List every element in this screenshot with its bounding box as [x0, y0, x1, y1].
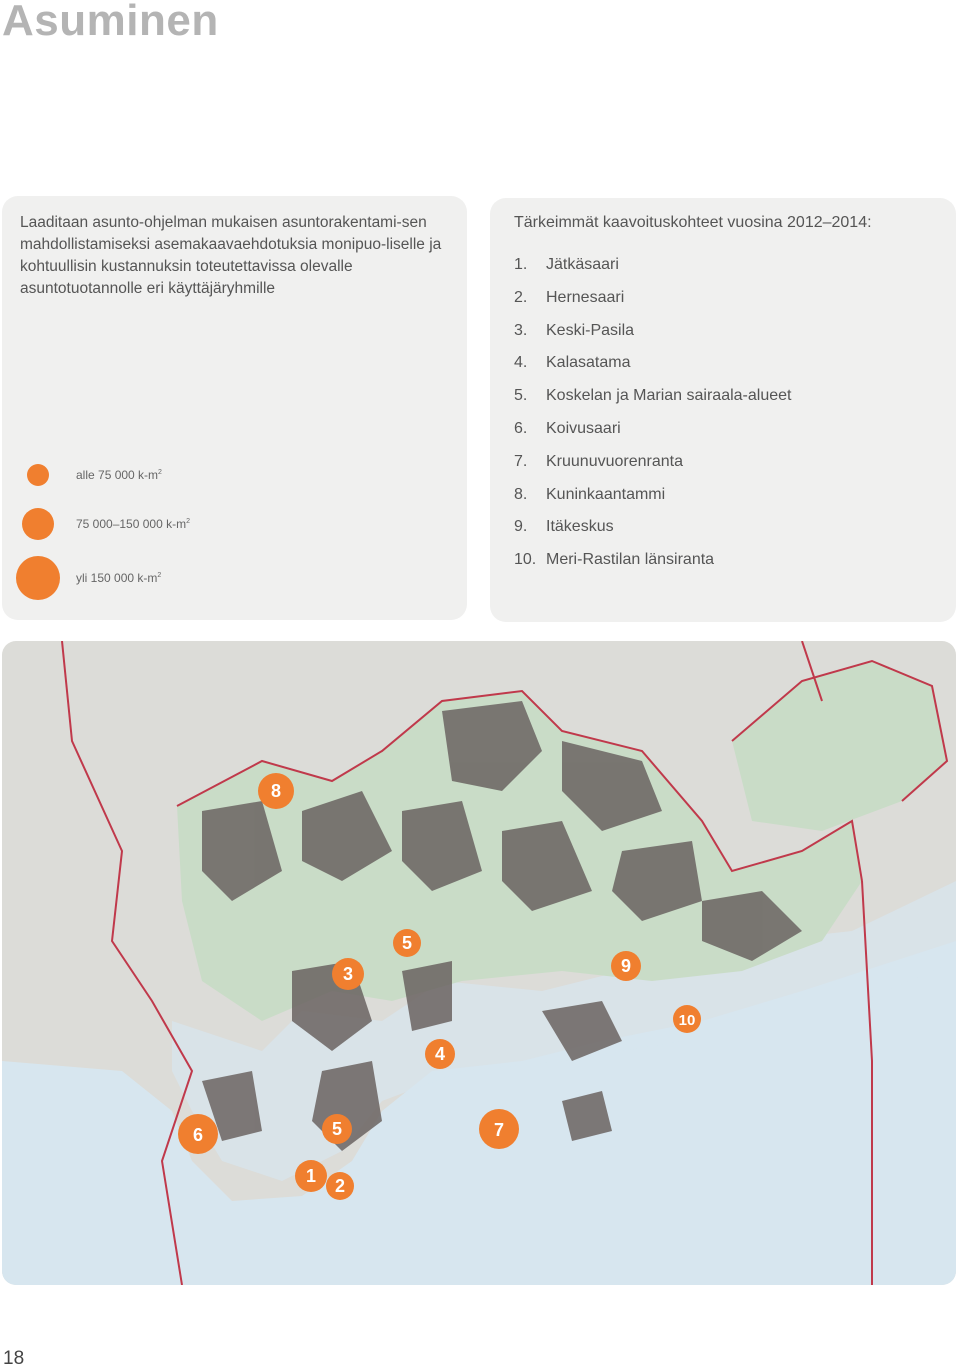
sites-list	[514, 256, 791, 584]
map-marker-8	[258, 773, 294, 809]
list-item: 10. Meri-Rastilan länsiranta	[514, 551, 715, 569]
legend-label-medium: 75 000–150 000 $k-m^2$	[76, 517, 190, 531]
legend-item-medium	[16, 508, 190, 540]
legend-dot-large	[16, 556, 60, 600]
list-item: 5. Koskelan ja Marian sairaala-alueet	[514, 387, 792, 405]
sites-panel	[490, 198, 956, 622]
svg-text:6: 6	[192, 1125, 204, 1145]
legend-label-small: alle 75 000 $k-m^2$	[76, 468, 162, 482]
map-marker-9	[611, 951, 641, 981]
legend-label-large: yli 150 000 $k-m^2$	[76, 571, 162, 585]
list-item: 2. Hernesaari	[514, 288, 625, 306]
map-marker-10	[673, 1005, 701, 1033]
map-marker-5-north	[393, 929, 421, 957]
list-item: 9. Itäkeskus	[514, 518, 614, 536]
svg-text:4: 4	[434, 1044, 446, 1064]
map-svg	[2, 641, 956, 1285]
legend-item-small	[16, 464, 162, 486]
map-marker-6	[178, 1114, 218, 1154]
list-item: 1. Jätkäsaari	[514, 256, 619, 273]
list-item: 7. Kruunuvuorenranta	[514, 452, 683, 470]
list-item: 3. Keski-Pasila	[514, 321, 635, 339]
helsinki-map	[2, 641, 956, 1285]
svg-text:1: 1	[305, 1166, 317, 1186]
map-marker-5-south	[322, 1114, 352, 1144]
legend-dot-small	[27, 464, 49, 486]
intro-text: Laaditaan asunto-ohjelman mukaisen asuntorakentami-sen mahdollistamiseksi asemakaavaehdotuksia monipuo-liselle ja kohtuullisin kustannuksin toteutettavissa olevalle asuntotuotannolle eri käyttäjäryhmille	[20, 214, 442, 297]
svg-text:8: 8	[270, 781, 282, 801]
svg-text:2: 2	[334, 1176, 346, 1196]
map-marker-7	[479, 1109, 519, 1149]
legend-dot-medium	[22, 508, 54, 540]
svg-text:9: 9	[620, 956, 632, 976]
legend-item-large	[16, 556, 162, 600]
svg-text:5: 5	[331, 1119, 343, 1139]
map-marker-4	[425, 1039, 455, 1069]
svg-text:3: 3	[342, 964, 354, 984]
page-title: Asuminen	[2, 0, 219, 45]
svg-text:5: 5	[401, 933, 413, 953]
map-marker-3	[332, 958, 364, 990]
svg-text:10: 10	[678, 1012, 696, 1029]
list-item: 6. Koivusaari	[514, 419, 621, 437]
intro-panel	[2, 196, 467, 620]
page-number: 18	[3, 1348, 25, 1369]
map-marker-2	[326, 1172, 354, 1200]
svg-text:7: 7	[493, 1120, 505, 1140]
map-marker-1	[295, 1160, 327, 1192]
sites-title: Tärkeimmät kaavoituskohteet vuosina 2012–2014:	[514, 214, 872, 231]
list-item: 8. Kuninkaantammi	[514, 485, 666, 503]
list-item: 4. Kalasatama	[514, 354, 631, 372]
